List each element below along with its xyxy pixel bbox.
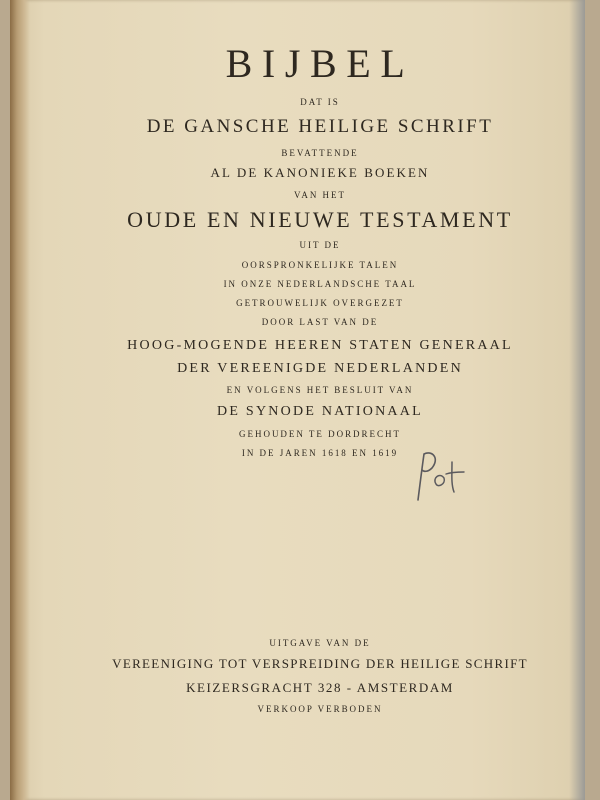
imprint-publisher: VEREENIGING TOT VERSPREIDING DER HEILIGE SCHRIFT — [112, 656, 528, 671]
imprint-uitgave: UITGAVE VAN DE — [269, 638, 371, 648]
text-nederlandsche-taal: IN ONZE NEDERLANDSCHE TAAL — [223, 279, 417, 289]
subtitle-gansche-heilige-schrift: DE GANSCHE HEILIGE SCHRIFT — [146, 116, 494, 137]
text-synode-nationaal: DE SYNODE NATIONAAL — [217, 404, 423, 419]
page-title: BIJBEL — [225, 41, 415, 86]
handwritten-signature — [410, 448, 480, 508]
text-staten-generaal: HOOG-MOGENDE HEEREN STATEN GENERAAL — [127, 338, 513, 353]
title-page — [10, 0, 585, 800]
text-jaren: IN DE JAREN 1618 EN 1619 — [241, 448, 399, 458]
imprint-verkoop-verboden: VERKOOP VERBODEN — [257, 704, 383, 714]
text-getrouwelijk: GETROUWELIJK OVERGEZET — [236, 298, 404, 308]
text-volgens-besluit: EN VOLGENS HET BESLUIT VAN — [226, 385, 414, 395]
text-uit-de: UIT DE — [299, 240, 341, 250]
heading-testament: OUDE EN NIEUWE TESTAMENT — [127, 207, 513, 232]
text-bevattende: BEVATTENDE — [281, 148, 359, 158]
text-gehouden-dordrecht: GEHOUDEN TE DORDRECHT — [239, 429, 401, 439]
text-kanonieke-boeken: AL DE KANONIEKE BOEKEN — [210, 165, 430, 180]
text-vereenigde-nederlanden: DER VEREENIGDE NEDERLANDEN — [177, 361, 463, 376]
imprint-address: KEIZERSGRACHT 328 - AMSTERDAM — [186, 680, 454, 695]
text-door-last: DOOR LAST VAN DE — [261, 317, 379, 327]
text-oorspronkelijke-talen: OORSPRONKELIJKE TALEN — [241, 260, 399, 270]
subtitle-dat-is: DAT IS — [300, 97, 340, 107]
text-van-het: VAN HET — [294, 190, 346, 200]
